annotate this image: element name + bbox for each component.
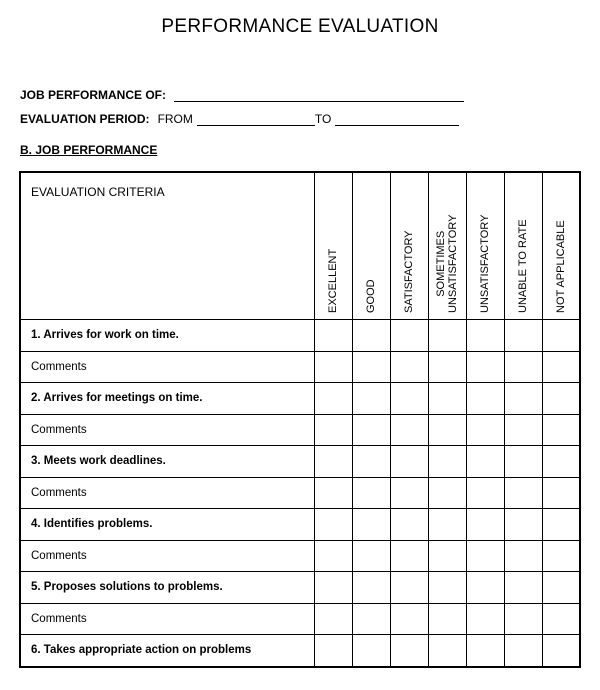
rating-cell[interactable] — [314, 635, 352, 667]
rating-cell[interactable] — [466, 603, 504, 635]
column-header-unsatisfactory: UNSATISFACTORY — [466, 172, 504, 320]
rating-cell[interactable] — [542, 320, 580, 352]
comments-label: Comments — [20, 477, 314, 509]
rating-cell[interactable] — [428, 351, 466, 383]
rating-cell[interactable] — [314, 603, 352, 635]
rating-cell[interactable] — [428, 383, 466, 415]
criteria-label: 5. Proposes solutions to problems. — [20, 572, 314, 604]
comments-row — [20, 414, 580, 446]
column-header-sometimes-unsatisfactory — [428, 172, 466, 320]
rating-cell[interactable] — [466, 635, 504, 667]
rating-cell[interactable] — [428, 414, 466, 446]
job-performance-of-label: JOB PERFORMANCE OF: — [20, 88, 167, 102]
rating-cell[interactable] — [390, 383, 428, 415]
criteria-row — [20, 635, 580, 667]
rating-cell[interactable] — [466, 540, 504, 572]
rating-cell[interactable] — [542, 540, 580, 572]
rating-cell[interactable] — [542, 446, 580, 478]
rating-cell[interactable] — [504, 477, 542, 509]
job-performance-of-field[interactable] — [174, 89, 464, 102]
rating-cell[interactable] — [390, 603, 428, 635]
rating-cell[interactable] — [352, 572, 390, 604]
column-header-excellent: EXCELLENT — [314, 172, 352, 320]
rating-cell[interactable] — [428, 320, 466, 352]
rating-cell[interactable] — [428, 509, 466, 541]
rating-cell[interactable] — [542, 477, 580, 509]
rating-cell[interactable] — [314, 509, 352, 541]
to-date-field[interactable] — [335, 113, 459, 126]
rating-cell[interactable] — [466, 351, 504, 383]
rating-cell[interactable] — [390, 446, 428, 478]
column-header-line: SOMETIMES — [435, 230, 447, 297]
rating-cell[interactable] — [352, 603, 390, 635]
rating-cell[interactable] — [352, 320, 390, 352]
column-header-good: GOOD — [352, 172, 390, 320]
rating-cell[interactable] — [428, 572, 466, 604]
column-header-line: UNSATISFACTORY — [447, 214, 459, 313]
comments-row — [20, 351, 580, 383]
criteria-row — [20, 320, 580, 352]
rating-cell[interactable] — [390, 540, 428, 572]
rating-cell[interactable] — [314, 572, 352, 604]
rating-cell[interactable] — [466, 509, 504, 541]
rating-cell[interactable] — [466, 320, 504, 352]
comments-row — [20, 603, 580, 635]
rating-cell[interactable] — [390, 477, 428, 509]
rating-cell[interactable] — [314, 383, 352, 415]
rating-cell[interactable] — [314, 540, 352, 572]
rating-cell[interactable] — [542, 351, 580, 383]
rating-cell[interactable] — [352, 351, 390, 383]
rating-cell[interactable] — [466, 477, 504, 509]
rating-cell[interactable] — [352, 509, 390, 541]
evaluation-period-label: EVALUATION PERIOD: — [20, 112, 150, 126]
rating-cell[interactable] — [542, 572, 580, 604]
rating-cell[interactable] — [428, 635, 466, 667]
criteria-label: 1. Arrives for work on time. — [20, 320, 314, 352]
comments-label: Comments — [20, 603, 314, 635]
evaluation-table — [19, 171, 581, 668]
rating-cell[interactable] — [466, 414, 504, 446]
rating-cell[interactable] — [314, 477, 352, 509]
rating-cell[interactable] — [352, 635, 390, 667]
column-header-not-applicable: NOT APPLICABLE — [542, 172, 580, 320]
rating-cell[interactable] — [504, 414, 542, 446]
column-header-unable-to-rate: UNABLE TO RATE — [504, 172, 542, 320]
comments-row — [20, 540, 580, 572]
rating-cell[interactable] — [504, 320, 542, 352]
rating-cell[interactable] — [390, 509, 428, 541]
criteria-label: 3. Meets work deadlines. — [20, 446, 314, 478]
rating-cell[interactable] — [504, 446, 542, 478]
rating-cell[interactable] — [466, 446, 504, 478]
rating-cell[interactable] — [390, 414, 428, 446]
criteria-label: 2. Arrives for meetings on time. — [20, 383, 314, 415]
rating-cell[interactable] — [352, 540, 390, 572]
criteria-label: 6. Takes appropriate action on problems — [20, 635, 314, 667]
comments-row — [20, 477, 580, 509]
rating-cell[interactable] — [466, 572, 504, 604]
job-performance-of-row — [20, 88, 464, 102]
rating-cell[interactable] — [314, 351, 352, 383]
rating-cell[interactable] — [390, 572, 428, 604]
rating-cell[interactable] — [542, 509, 580, 541]
rating-cell[interactable] — [390, 351, 428, 383]
from-date-field[interactable] — [197, 113, 315, 126]
rating-cell[interactable] — [428, 540, 466, 572]
rating-cell[interactable] — [352, 414, 390, 446]
rating-cell[interactable] — [428, 446, 466, 478]
rating-cell[interactable] — [428, 603, 466, 635]
rating-cell[interactable] — [314, 446, 352, 478]
table-header-row — [20, 172, 580, 320]
criteria-label: 4. Identifies problems. — [20, 509, 314, 541]
rating-cell[interactable] — [542, 414, 580, 446]
criteria-row — [20, 446, 580, 478]
evaluation-period-row — [20, 112, 459, 126]
rating-cell[interactable] — [428, 477, 466, 509]
from-label: FROM — [157, 112, 193, 126]
rating-cell[interactable] — [314, 320, 352, 352]
rating-cell[interactable] — [504, 540, 542, 572]
rating-cell[interactable] — [542, 603, 580, 635]
rating-cell[interactable] — [504, 635, 542, 667]
rating-cell[interactable] — [504, 603, 542, 635]
rating-cell[interactable] — [352, 446, 390, 478]
criteria-row — [20, 509, 580, 541]
rating-cell[interactable] — [352, 383, 390, 415]
rating-cell[interactable] — [314, 414, 352, 446]
rating-cell[interactable] — [466, 383, 504, 415]
criteria-row — [20, 572, 580, 604]
rating-cell[interactable] — [504, 572, 542, 604]
rating-cell[interactable] — [352, 477, 390, 509]
criteria-row — [20, 383, 580, 415]
column-header-satisfactory: SATISFACTORY — [390, 172, 428, 320]
page-title: PERFORMANCE EVALUATION — [161, 16, 439, 37]
comments-label: Comments — [20, 414, 314, 446]
rating-cell[interactable] — [504, 383, 542, 415]
to-label: TO — [314, 112, 332, 126]
rating-cell[interactable] — [542, 635, 580, 667]
comments-label: Comments — [20, 351, 314, 383]
rating-cell[interactable] — [390, 320, 428, 352]
rating-cell[interactable] — [504, 351, 542, 383]
comments-label: Comments — [20, 540, 314, 572]
criteria-header: EVALUATION CRITERIA — [20, 172, 314, 320]
rating-cell[interactable] — [504, 509, 542, 541]
rating-cell[interactable] — [390, 635, 428, 667]
rating-cell[interactable] — [542, 383, 580, 415]
section-heading: B. JOB PERFORMANCE — [20, 143, 158, 157]
